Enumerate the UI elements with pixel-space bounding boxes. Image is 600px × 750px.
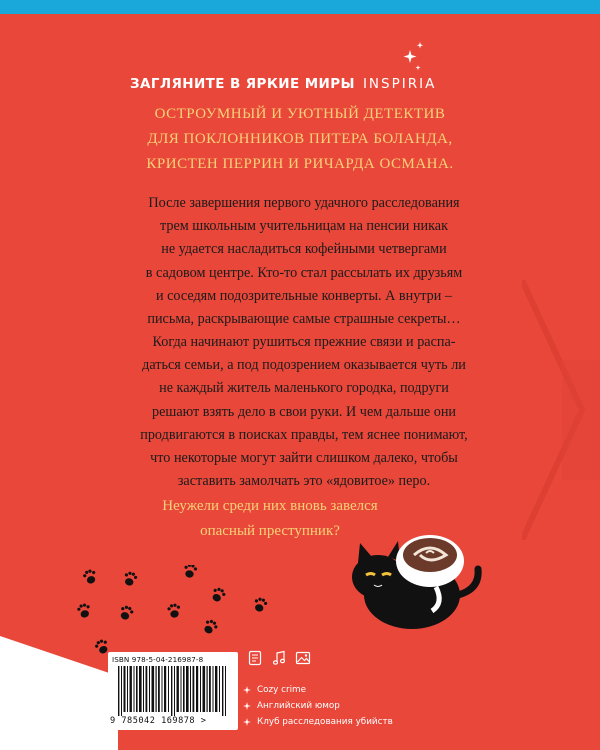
text-line: Неужели среди них вновь завелся xyxy=(162,498,378,514)
publisher-brand-line xyxy=(130,76,475,92)
text-line: заставить замолчать это «ядовитое» перо. xyxy=(177,473,431,490)
text-line: продвигаются в поисках правды, тем яснее понимают, xyxy=(140,426,468,443)
genre-list xyxy=(243,682,483,730)
text-line: Когда начинают рушиться прежние связи и распа- xyxy=(152,334,456,350)
side-notch-decoration xyxy=(522,280,600,540)
genre-item xyxy=(243,682,483,698)
left-tab-decoration xyxy=(0,636,118,750)
cat-with-coffee-illustration xyxy=(340,525,490,640)
image-icon xyxy=(295,650,311,666)
tagline xyxy=(60,102,540,177)
sparkle-icon xyxy=(243,686,251,694)
tagline-line: ДЛЯ ПОКЛОННИКОВ ПИТЕРА БОЛАНДА, xyxy=(147,131,453,147)
sparkle-icon xyxy=(243,718,251,726)
text-line: в садовом центре. Кто-то стал рассылать их друзьям xyxy=(145,264,463,281)
barcode-panel xyxy=(108,652,238,730)
brand-name: INSPIRIA xyxy=(362,76,437,92)
text-line: После завершения первого удачного расследования xyxy=(148,195,460,211)
brand-lead-text: ЗАГЛЯНИТЕ В ЯРКИЕ МИРЫ xyxy=(130,76,355,92)
tagline-line: ОСТРОУМНЫЙ И УЮТНЫЙ ДЕТЕКТИВ xyxy=(154,106,446,122)
text-line: даться семьи, а под подозрением оказывается чуть ли xyxy=(142,357,466,374)
format-icons xyxy=(247,650,327,670)
sparkle-icon xyxy=(400,38,430,78)
tagline-line: КРИСТЕН ПЕРРИН И РИЧАРДА ОСМАНА. xyxy=(146,156,454,172)
genre-item xyxy=(243,698,483,714)
barcode-image xyxy=(112,666,234,716)
text-line: решают взять дело в свои руки. И чем дальше они xyxy=(152,403,456,420)
text-line: и соседям подозрительные конверты. А внутри – xyxy=(155,287,452,304)
text-line: письма, раскрывающие самые страшные секреты… xyxy=(147,311,461,328)
text-line: что некоторые могут зайти слишком далеко, чтобы xyxy=(150,450,458,467)
sparkle-icon xyxy=(243,702,251,710)
text-line: трем школьным учительницам на пенсии никак xyxy=(160,218,448,235)
genre-label: Английский юмор xyxy=(257,701,340,711)
description-paragraph-1 xyxy=(94,192,514,331)
barcode-digits: 9 785042 169878 > xyxy=(110,716,207,726)
top-color-strip xyxy=(0,0,600,14)
genre-label: Cozy crime xyxy=(257,685,307,695)
genre-item xyxy=(243,714,483,730)
isbn-number: ISBN 978-5-04-216987-8 xyxy=(112,655,204,664)
genre-label: Клуб расследования убийств xyxy=(257,717,393,727)
text-line: не удается насладиться кофейными четвергами xyxy=(161,241,447,258)
description-paragraph-2 xyxy=(94,331,514,493)
text-line: не каждый житель маленького городка, подруги xyxy=(159,380,449,397)
text-line: опасный преступник? xyxy=(200,523,340,539)
ebook-icon xyxy=(247,650,263,666)
audio-note-icon xyxy=(271,650,287,666)
